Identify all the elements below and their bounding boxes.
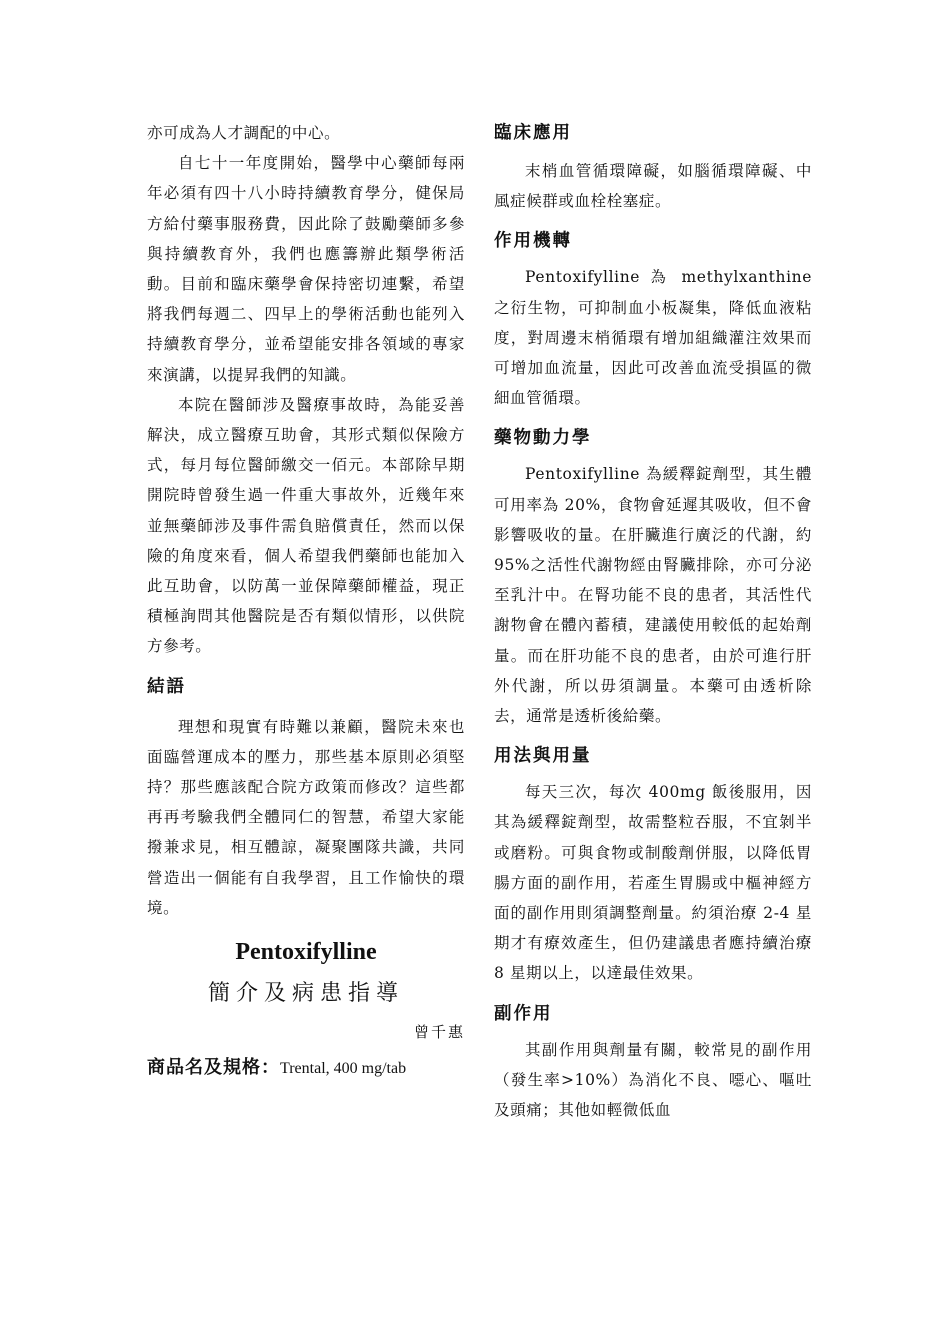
indication-heading: 臨床應用 bbox=[494, 123, 572, 143]
paragraph-dosage: 每天三次，每次 400mg 飯後服用，因其為緩釋錠劑型，故需整粒吞服，不宜剝半或磨粉。可與食物或制酸劑併服，以降低胃腸方面的副作用，若產生胃腸或中樞神經方面的副作用則須調整劑量。約須治療 2-4 星期才有療效產生，但仍建議患者應持續治療 8 星期以上，以達最佳效果。 bbox=[494, 783, 812, 983]
paragraph-conclusion: 理想和現實有時難以兼顧，醫院未來也面臨營運成本的壓力，那些基本原則必須堅持？那些應該配合院方政策而修改？這些都再再考驗我們全體同仁的智慧，希望大家能撥兼求見，相互體諒，凝聚團隊共識，共同營造出一個能有自我學習，且工作愉快的環境。 bbox=[147, 717, 465, 917]
paragraph-continuing-education: 自七十一年度開始，醫學中心藥師每兩年必須有四十八小時持續教育學分，健保局方給付藥事服務費，因此除了鼓勵藥師多參與持續教育外，我們也應籌辦此類學術活動。目前和臨床藥學會保持密切連繫，希望將我們每週二、四早上的學術活動也能列入持續教育學分，並希望能安排各領域的專家來演講，以提昇我們的知識。 bbox=[147, 154, 465, 384]
paragraph-pharmacokinetics: Pentoxifylline 為緩釋錠劑型，其生體可用率為 20%，食物會延遲其吸收，但不會影響吸收的量。在肝臟進行廣泛的代謝，約 95%之活性代謝物經由腎臟排除，亦可分泌至乳汁中。在腎功能不良的患者，其活性代謝物會在體內蓄積，建議使用較低的起始劑量。而在肝功能不良的患者，由於可進行肝外代謝，所以毋須調量。本藥可由透析除去，通常是透析後給藥。 bbox=[494, 465, 812, 726]
conclusion-heading: 結語 bbox=[147, 676, 186, 697]
paragraph-mutual-aid: 本院在醫師涉及醫療事故時，為能妥善解決，成立醫療互助會，其形式類似保險方式，每月每位醫師繳交一佰元。本部除早期開院時曾發生過一件重大事故外，近幾年來並無藥師涉及事件需負賠償責任，然而以保險的角度來看，個人希望我們藥師也能加入此互助會，以防萬一並保障藥師權益，現正積極詢問其他醫院是否有類似情形，以供院方參考。 bbox=[147, 395, 465, 656]
product-info bbox=[147, 1053, 465, 1084]
paragraph-continuation: 亦可成為人才調配的中心。 bbox=[147, 124, 341, 142]
paragraph-side-effects: 其副作用與劑量有關，較常見的副作用（發生率>10%）為消化不良、噁心、嘔吐及頭痛；其他如輕微低血 bbox=[494, 1040, 812, 1120]
article-title-en: Pentoxifylline bbox=[235, 939, 377, 966]
side-effects-heading: 副作用 bbox=[494, 1003, 553, 1024]
mechanism-heading: 作用機轉 bbox=[494, 231, 572, 252]
product-value: Trental, 400 mg/tab bbox=[280, 1060, 407, 1078]
right-column bbox=[494, 118, 812, 1125]
article-title-zh: 簡介及病患指導 bbox=[207, 981, 404, 1007]
left-column bbox=[147, 118, 465, 1084]
author-name: 曾千惠 bbox=[413, 1023, 465, 1042]
paragraph-mechanism: Pentoxifylline 為 methylxanthine 之衍生物，可抑制血小板凝集，降低血液粘度，對周邊末梢循環有增加組織灌注效果而可增加血流量，因此可改善血流受損區的微細血管循環。 bbox=[494, 268, 812, 408]
pharmacokinetics-heading: 藥物動力學 bbox=[494, 428, 592, 449]
paragraph-indication: 末梢血管循環障礙，如腦循環障礙、中風症候群或血栓栓塞症。 bbox=[494, 162, 812, 211]
product-label: 商品名及規格： bbox=[147, 1057, 280, 1079]
dosage-heading: 用法與用量 bbox=[494, 746, 592, 767]
